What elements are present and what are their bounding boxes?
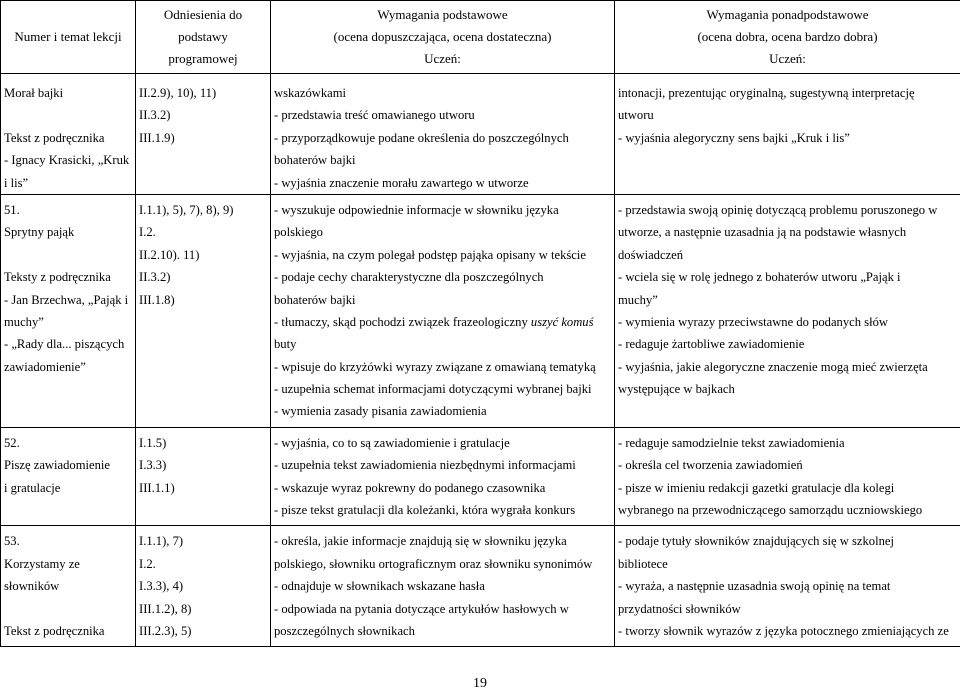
text-line: - wpisuje do krzyżówki wyrazy związane z omawianą tematyką	[274, 359, 596, 374]
text-line: Korzystamy ze	[4, 556, 80, 571]
lesson-topic-cell	[1, 74, 136, 195]
page-number: 19	[473, 676, 487, 691]
text-line: III.2.3), 5)	[139, 623, 192, 638]
text-line: I.1.5)	[139, 435, 167, 450]
advanced-requirements-cell	[615, 427, 960, 526]
header-basic-requirements	[271, 1, 615, 74]
text-line: muchy”	[618, 292, 658, 307]
text-line	[4, 104, 132, 126]
text-line: polskiego	[274, 225, 323, 240]
text-line: - przedstawia treść omawianego utworu	[274, 108, 475, 123]
text-line: II.3.2)	[139, 270, 171, 285]
lesson-topic-cell	[1, 526, 136, 647]
text-line: Sprytny pająk	[4, 225, 75, 240]
text-line: wybranego na przewodniczącego samorządu uczniowskiego	[618, 503, 923, 518]
text-line: muchy”	[4, 314, 44, 329]
text-line: - „Rady dla... piszących	[4, 337, 125, 352]
curriculum-reference-cell	[136, 194, 271, 427]
text-line: bohaterów bajki	[274, 153, 356, 168]
text-line: I.1.1), 7)	[139, 534, 184, 549]
text-line: II.2.10). 11)	[139, 247, 200, 262]
text-line: - wyjaśnia, na czym polegał podstęp pająka opisany w tekście	[274, 247, 586, 262]
text-line: buty	[274, 337, 297, 352]
text-line: bohaterów bajki	[274, 292, 356, 307]
text-line: - wyjaśnia, co to są zawiadomienie i gratulacje	[274, 435, 510, 450]
text-line: III.1.8)	[139, 292, 175, 307]
text-line: i gratulacje	[4, 480, 61, 495]
text-line: - przyporządkowuje podane określenia do poszczególnych	[274, 130, 569, 145]
text-line: I.2.	[139, 556, 156, 571]
text-line: Morał bajki	[4, 86, 64, 100]
text-line: występujące w bajkach	[618, 382, 735, 397]
advanced-requirements-cell	[615, 74, 960, 195]
text-line: - tworzy słownik wyrazów z języka potocznego zmieniających ze	[618, 623, 949, 638]
table-row	[1, 526, 960, 647]
text-line: słowników	[4, 579, 60, 594]
text-line: - wyjaśnia alegoryczny sens bajki „Kruk i lis”	[618, 130, 850, 145]
table-row	[1, 74, 960, 195]
basic-requirements-cell	[271, 74, 615, 195]
text-line: poszczególnych słownikach	[274, 623, 415, 638]
text-line: - tłumaczy, skąd pochodzi związek frazeologiczny uszyć komuś	[274, 314, 594, 329]
text-line: (ocena dopuszczająca, ocena dostateczna)	[333, 29, 552, 44]
text-line: - pisze w imieniu redakcji gazetki gratulacje dla kolegi	[618, 480, 895, 495]
text-line: doświadczeń	[618, 247, 684, 262]
text-line: utworu	[618, 108, 654, 123]
header-curriculum-reference	[136, 1, 271, 74]
text-line: programowej	[168, 51, 238, 66]
table-header-row	[1, 1, 960, 74]
text-line: zawiadomienie”	[4, 359, 86, 374]
text-line: - podaje tytuły słowników znajdujących się w szkolnej	[618, 534, 894, 549]
text-line: Wymagania ponadpodstawowe	[706, 7, 869, 22]
text-line: 51.	[4, 202, 20, 217]
text-line: wskazówkami	[274, 86, 347, 100]
header-lesson-topic	[1, 1, 136, 74]
text-line: - wyjaśnia, jakie alegoryczne znaczenie mogą mieć zwierzęta	[618, 359, 928, 374]
text-line: Piszę zawiadomienie	[4, 458, 110, 473]
text-line: I.3.3), 4)	[139, 579, 184, 594]
curriculum-reference-cell	[136, 526, 271, 647]
text-line: - wyraża, a następnie uzasadnia swoją opinię na temat	[618, 579, 891, 594]
text-line: III.1.1)	[139, 480, 175, 495]
text-line: III.1.9)	[139, 130, 175, 145]
text-line: 53.	[4, 534, 20, 549]
text-line: - Jan Brzechwa, „Pająk i	[4, 292, 129, 307]
header-advanced-requirements	[615, 1, 960, 74]
text-line: - wymienia zasady pisania zawiadomienia	[274, 404, 487, 419]
text-line: - uzupełnia schemat informacjami dotyczącymi wybranej bajki	[274, 382, 592, 397]
text-line: Odniesienia do	[163, 7, 243, 22]
text-line: - wyjaśnia znaczenie morału zawartego w utworze	[274, 175, 529, 190]
text-line: - Ignacy Krasicki, „Kruk	[4, 153, 130, 168]
text-line: i lis”	[4, 175, 29, 190]
advanced-requirements-cell	[615, 526, 960, 647]
text-line: - przedstawia swoją opinię dotyczącą problemu poruszonego w	[618, 202, 938, 217]
lesson-topic-cell	[1, 194, 136, 427]
basic-requirements-cell	[271, 526, 615, 647]
text-line: - wyszukuje odpowiednie informacje w słowniku języka	[274, 202, 559, 217]
table-row	[1, 194, 960, 427]
text-line: - wciela się w rolę jednego z bohaterów utworu „Pająk i	[618, 270, 901, 285]
text-line: II.2.9), 10), 11)	[139, 86, 217, 100]
text-line: - pisze tekst gratulacji dla koleżanki, która wygrała konkurs	[274, 503, 576, 518]
text-line	[4, 598, 132, 620]
text-line: - redaguje samodzielnie tekst zawiadomienia	[618, 435, 845, 450]
text-line: intonacji, prezentując oryginalną, sugestywną interpretację	[618, 86, 915, 100]
text-line: III.1.2), 8)	[139, 601, 192, 616]
text-line: - podaje cechy charakterystyczne dla poszczególnych	[274, 270, 544, 285]
text-line: (ocena dobra, ocena bardzo dobra)	[697, 29, 878, 44]
text-line: polskiego, słowniku ortograficznym oraz słowniku synonimów	[274, 556, 593, 571]
text-line: podstawy	[178, 29, 228, 44]
text-line	[4, 244, 132, 266]
curriculum-reference-cell	[136, 74, 271, 195]
text-line: Wymagania podstawowe	[377, 7, 508, 22]
text-line: bibliotece	[618, 556, 668, 571]
text-line: 52.	[4, 435, 20, 450]
text-line: Uczeń:	[424, 51, 461, 66]
text-line: - redaguje żartobliwe zawiadomienie	[618, 337, 805, 352]
curriculum-reference-cell	[136, 427, 271, 526]
text-line: utworze, a następnie uzasadnia ją na podstawie własnych	[618, 225, 907, 240]
text-line: Numer i temat lekcji	[14, 29, 122, 44]
italic-phrase: uszyć komuś	[530, 314, 594, 329]
text-line: I.2.	[139, 225, 156, 240]
advanced-requirements-cell	[615, 194, 960, 427]
basic-requirements-cell	[271, 194, 615, 427]
text-line: I.1.1), 5), 7), 8), 9)	[139, 202, 234, 217]
basic-requirements-cell	[271, 427, 615, 526]
text-line: - wskazuje wyraz pokrewny do podanego czasownika	[274, 480, 546, 495]
text-line: I.3.3)	[139, 458, 167, 473]
text-line: - odnajduje w słownikach wskazane hasła	[274, 579, 485, 594]
text-line: - określa, jakie informacje znajdują się w słowniku języka	[274, 534, 567, 549]
text-line: - wymienia wyrazy przeciwstawne do podanych słów	[618, 314, 888, 329]
text-line: - określa cel tworzenia zawiadomień	[618, 458, 803, 473]
text-line: Tekst z podręcznika	[4, 623, 105, 638]
lesson-topic-cell	[1, 427, 136, 526]
table-row	[1, 427, 960, 526]
text-line: - odpowiada na pytania dotyczące artykułów hasłowych w	[274, 601, 569, 616]
text-line: Tekst z podręcznika	[4, 130, 105, 145]
text-line: przydatności słowników	[618, 601, 741, 616]
text-line: II.3.2)	[139, 108, 171, 123]
text-line: Teksty z podręcznika	[4, 270, 111, 285]
text-line: - uzupełnia tekst zawiadomienia niezbędnymi informacjami	[274, 458, 576, 473]
text-line: Uczeń:	[769, 51, 806, 66]
